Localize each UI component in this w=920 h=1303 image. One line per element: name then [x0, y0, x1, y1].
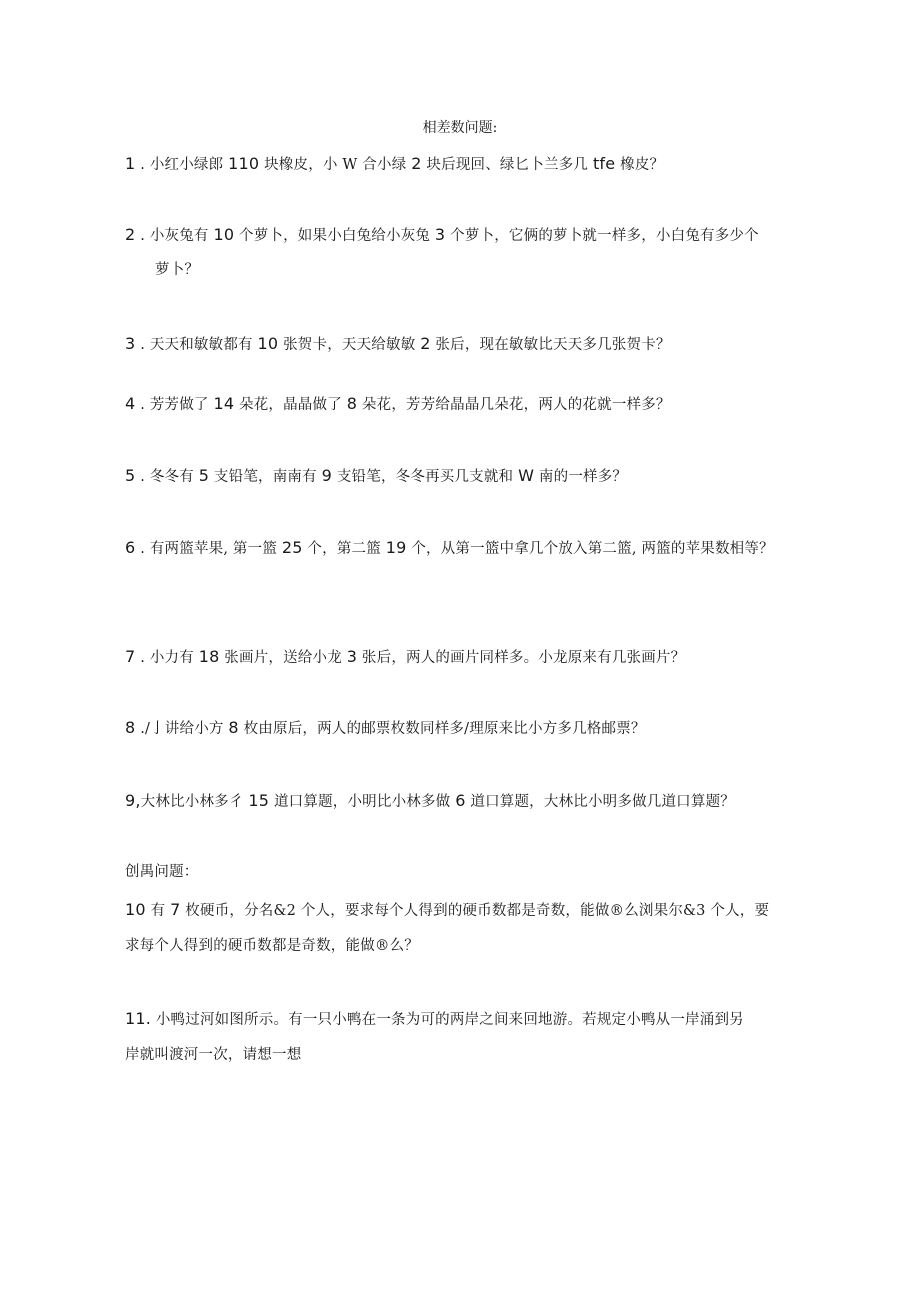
- question-text: 张画片，送给小龙: [219, 650, 347, 666]
- question-value: 2: [411, 154, 422, 173]
- question-value: W: [518, 466, 535, 485]
- question-text: 支铅笔，南南有: [209, 469, 322, 485]
- question-number: 9,: [125, 791, 141, 810]
- question-value: 10: [213, 225, 235, 244]
- question-value: 7: [170, 900, 181, 919]
- question-text: . 小灰兔有: [135, 228, 214, 244]
- question-number: 5: [125, 466, 136, 485]
- question-number: 6: [125, 538, 136, 557]
- question-value: 6: [455, 791, 466, 810]
- question-text: 朵花，晶晶做了: [234, 397, 347, 413]
- question-value: 2: [420, 334, 431, 353]
- question-number: 1: [125, 154, 136, 173]
- question-value: 8: [346, 394, 358, 413]
- question-text: 张后，现在敏敏比天天多几张贺卡？: [430, 337, 671, 353]
- question-10-continuation: 求每个人得到的硬币数都是奇数，能做®么？: [125, 938, 419, 954]
- question-text: 有: [145, 903, 171, 919]
- question-1: [125, 154, 664, 175]
- question-text: . 小力有: [135, 650, 199, 666]
- question-text: 个，从第一篮中拿几个放入第二篮, 两篮的苹果数相等？: [406, 541, 774, 557]
- question-text: 张贺卡，天天给敏敏: [278, 337, 421, 353]
- question-value: 9: [321, 466, 333, 485]
- section-title-parity-problems: 创禺问题：: [125, 864, 199, 880]
- question-text: 道口算题，大林比小明多做几道口算题？: [465, 794, 735, 810]
- question-10: [125, 900, 769, 921]
- question-number: 3: [125, 334, 136, 353]
- question-text: 个，第二篮: [302, 541, 386, 557]
- question-text: 南的一样多？: [534, 469, 628, 485]
- question-text: 枚硬币，分名&2 个人，要求每个人得到的硬币数都是奇数，能做®么浏果尔&3 个人，要: [180, 903, 770, 919]
- question-11: [125, 1009, 744, 1030]
- question-9: [125, 791, 735, 812]
- question-text: . 芳芳做了: [135, 397, 214, 413]
- question-4: [125, 394, 671, 415]
- question-text: ./亅讲给小方: [135, 721, 229, 737]
- question-number: 11.: [125, 1009, 152, 1028]
- section-title-difference-problems: 相差数问题:: [422, 120, 498, 136]
- question-value: 25: [281, 538, 303, 557]
- question-number: 8: [125, 718, 136, 737]
- question-11-continuation: 岸就叫渡河一次，请想一想: [125, 1047, 302, 1063]
- question-value: 15: [248, 791, 270, 810]
- question-number: 4: [125, 394, 136, 413]
- question-6: [125, 538, 774, 559]
- question-text: 枚由原后，两人的邮票枚数同样多/理原来比小方多几格邮票？: [238, 721, 646, 737]
- question-number: 10: [125, 900, 146, 919]
- question-value: 8: [228, 718, 239, 737]
- question-text: 道口算题，小明比小林多做: [269, 794, 456, 810]
- question-text: 个萝卜，它俩的萝卜就一样多，小白兔有多少个: [445, 228, 759, 244]
- question-text: . 小红小绿郎: [135, 157, 229, 173]
- question-value: 14: [213, 394, 235, 413]
- question-value: 18: [198, 647, 220, 666]
- question-8: [125, 718, 646, 739]
- question-value: tfe: [592, 154, 616, 173]
- question-text: . 天天和敏敏都有: [135, 337, 258, 353]
- question-text: 块橡皮，小 W 合小绿: [259, 157, 412, 173]
- question-value: 3: [346, 647, 358, 666]
- question-2-continuation: 萝卜？: [155, 262, 200, 278]
- question-value: 10: [257, 334, 279, 353]
- question-text: 橡皮？: [615, 157, 665, 173]
- question-number: 7: [125, 647, 136, 666]
- question-text: 小鸭过河如图所示。有一只小鸭在一条为可的两岸之间来回地游。若规定小鸭从一岸涌到另: [151, 1012, 744, 1028]
- question-text: . 有两篮苹果, 第一篮: [135, 541, 282, 557]
- question-5: [125, 466, 627, 487]
- question-value: 3: [434, 225, 446, 244]
- question-text: 张后，两人的画片同样多。小龙原来有几张画片？: [357, 650, 686, 666]
- question-text: 支铅笔，冬冬再买几支就和: [332, 469, 519, 485]
- question-value: 19: [385, 538, 407, 557]
- question-text: 朵花，芳芳给晶晶几朵花，两人的花就一样多？: [357, 397, 671, 413]
- question-text: 块后现回、绿匕卜兰多几: [421, 157, 593, 173]
- question-3: [125, 334, 671, 355]
- question-text: 大林比小林多彳: [140, 794, 249, 810]
- question-number: 2: [125, 225, 136, 244]
- question-value: 110: [228, 154, 260, 173]
- question-text: 个萝卜，如果小白兔给小灰兔: [234, 228, 435, 244]
- question-2: [125, 225, 759, 246]
- question-7: [125, 647, 685, 668]
- question-text: . 冬冬有: [135, 469, 199, 485]
- question-value: 5: [198, 466, 210, 485]
